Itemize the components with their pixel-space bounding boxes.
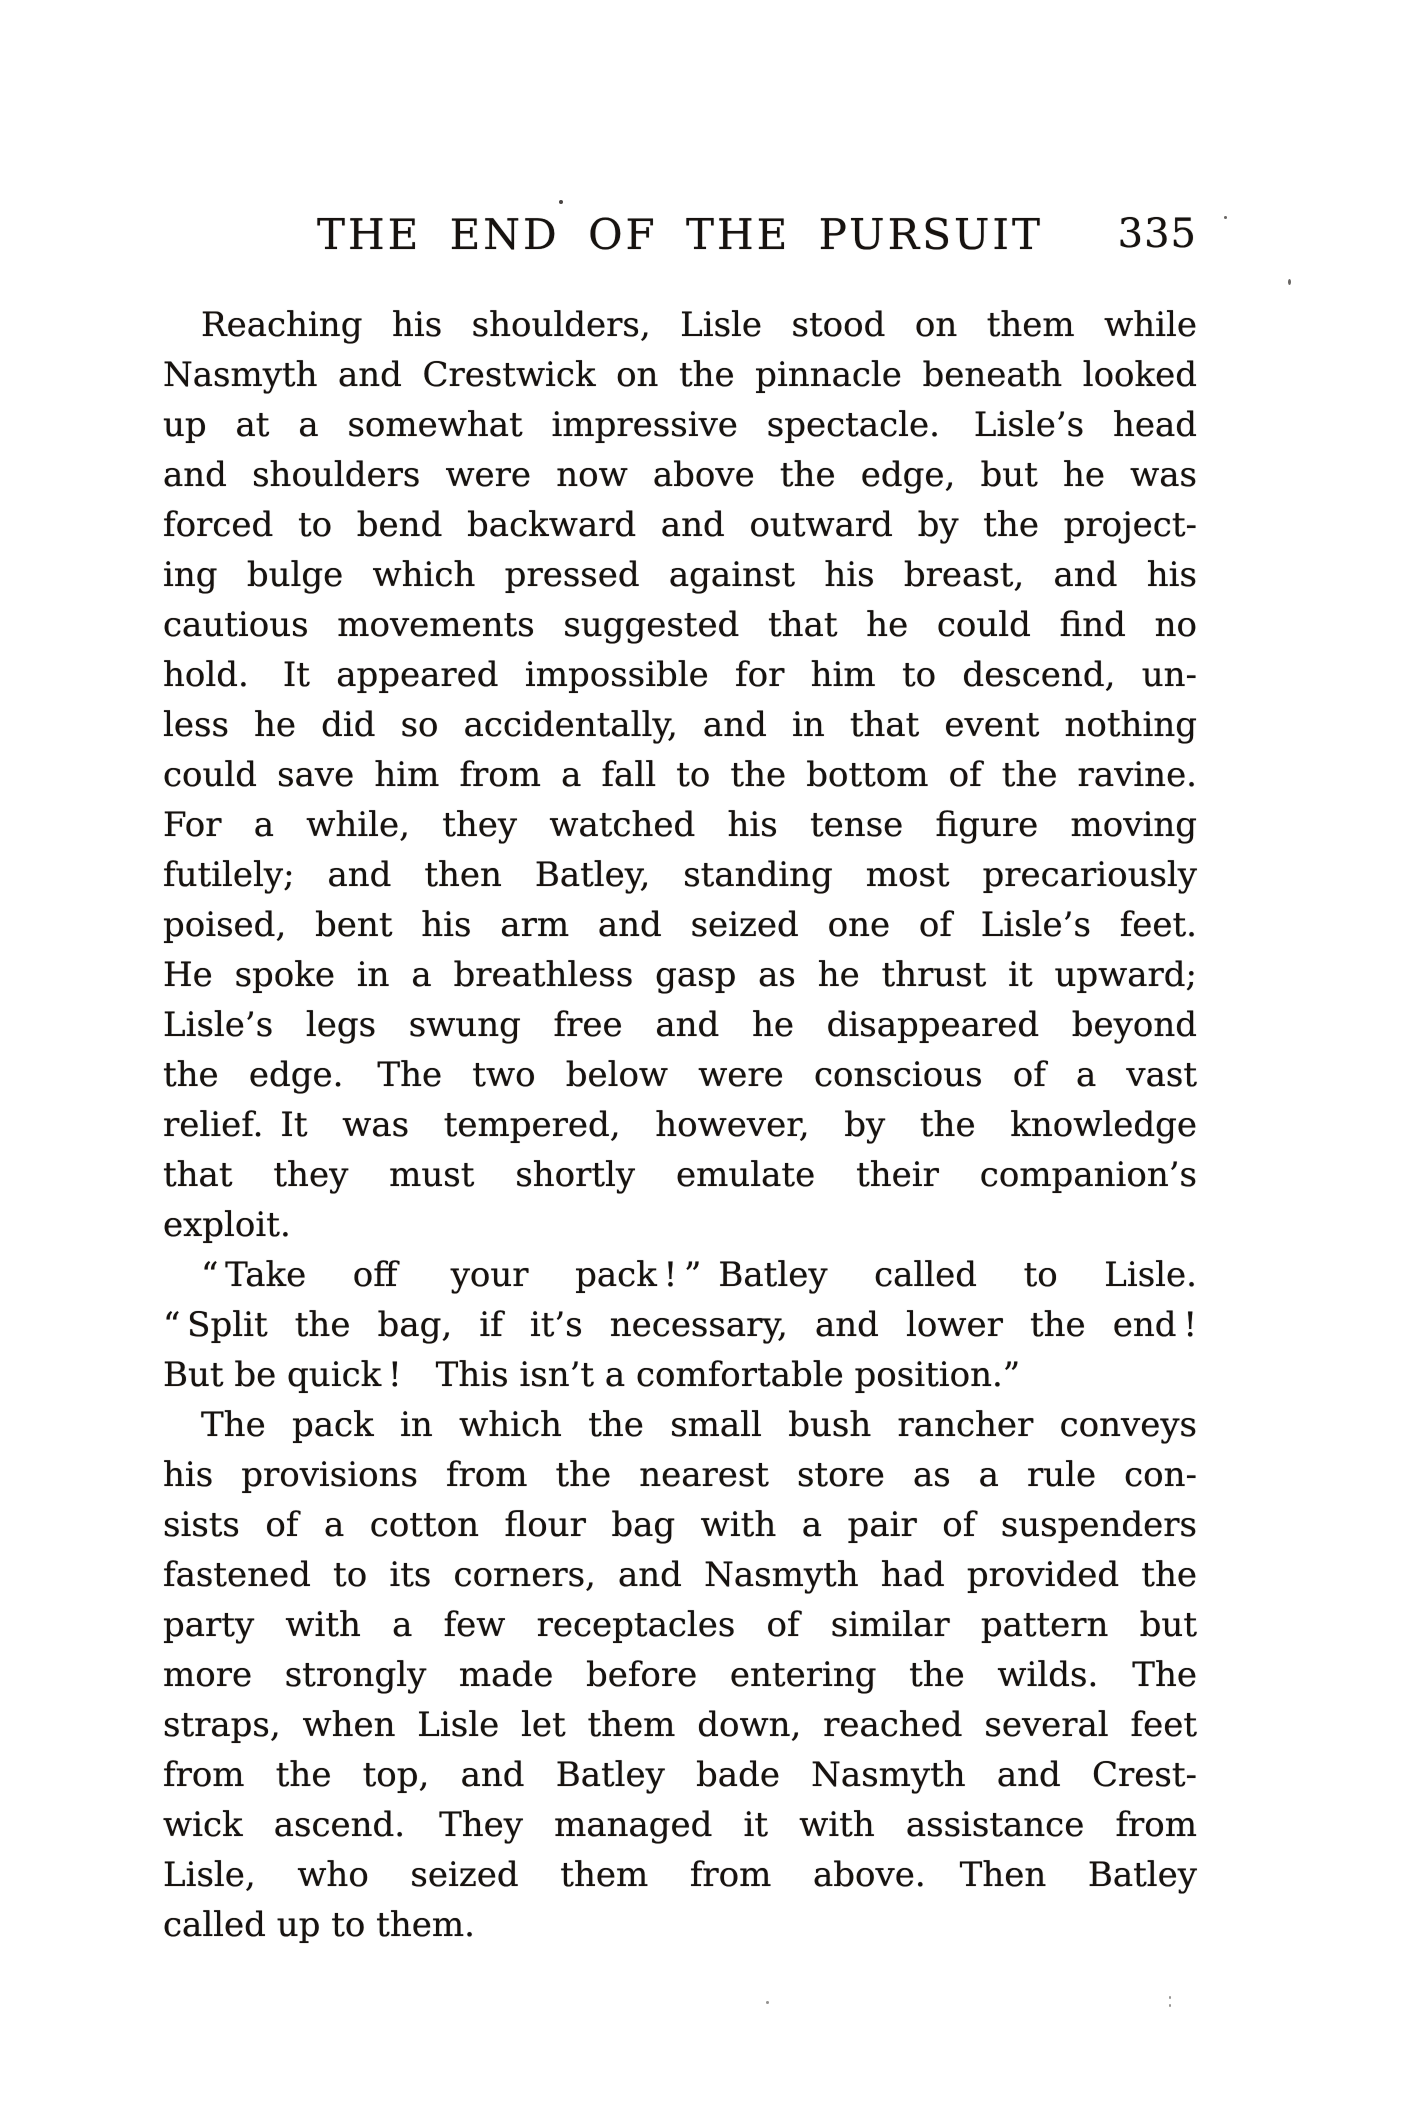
text-line: “ Split the bag, if it’s necessary, and lower the end ! [163,1305,1197,1345]
text-line: “ Take off your pack ! ” Batley called to Lisle. [201,1255,1197,1295]
paragraph [163,1400,1197,1950]
text-line: more strongly made before entering the wilds. The [163,1655,1197,1695]
text-line: up at a somewhat impressive spectacle. Lisle’s head [163,405,1197,445]
text-line: forced to bend backward and outward by the project- [163,505,1197,545]
text-line: poised, bent his arm and seized one of Lisle’s feet. [163,905,1197,945]
text-line: sists of a cotton flour bag with a pair of suspenders [163,1505,1197,1545]
chapter-title: THE END OF THE PURSUIT [317,210,1043,259]
text-line: For a while, they watched his tense figure moving [163,805,1197,845]
text-line: relief. It was tempered, however, by the knowledge [163,1105,1197,1145]
scan-speck [1288,279,1291,285]
text-line: But be quick ! This isn’t a comfortable position.” [163,1355,1021,1395]
scan-speck [766,2001,769,2004]
text-line: fastened to its corners, and Nasmyth had provided the [163,1555,1197,1595]
text-line: straps, when Lisle let them down, reached several feet [163,1705,1197,1745]
text-line: that they must shortly emulate their companion’s [163,1155,1197,1195]
text-line: and shoulders were now above the edge, but he was [163,455,1197,495]
text-line: cautious movements suggested that he could find no [163,605,1197,645]
text-line: less he did so accidentally, and in that event nothing [163,705,1197,745]
text-line: futilely; and then Batley, standing most precariously [163,855,1197,895]
text-line: Reaching his shoulders, Lisle stood on them while [201,305,1197,345]
text-line: wick ascend. They managed it with assistance from [163,1805,1197,1845]
text-line: called up to them. [163,1905,475,1945]
text-line: his provisions from the nearest store as a rule con- [163,1455,1197,1495]
text-line: He spoke in a breathless gasp as he thrust it upward; [163,955,1197,995]
text-line: from the top, and Batley bade Nasmyth and Crest- [163,1755,1197,1795]
text-line: Lisle’s legs swung free and he disappeared beyond [163,1005,1197,1045]
text-line: The pack in which the small bush rancher conveys [201,1405,1197,1445]
page-number: 335 [1117,211,1197,257]
text-line: Nasmyth and Crestwick on the pinnacle beneath looked [163,355,1197,395]
running-header [163,210,1197,260]
text-line: exploit. [163,1205,291,1245]
body-text [163,300,1197,1950]
text-line: ing bulge which pressed against his breast, and his [163,555,1197,595]
paragraph [163,300,1197,1250]
paragraph [163,1250,1197,1400]
scan-speck [1169,1996,1171,1999]
text-line: party with a few receptacles of similar pattern but [163,1605,1197,1645]
scan-speck [1224,216,1227,219]
text-line: could save him from a fall to the bottom of the ravine. [163,755,1197,795]
text-line: hold. It appeared impossible for him to descend, un- [163,655,1197,695]
text-line: Lisle, who seized them from above. Then Batley [163,1855,1197,1895]
text-line: the edge. The two below were conscious of a vast [163,1055,1197,1095]
scan-speck [559,200,563,204]
scan-speck [1169,2004,1171,2007]
